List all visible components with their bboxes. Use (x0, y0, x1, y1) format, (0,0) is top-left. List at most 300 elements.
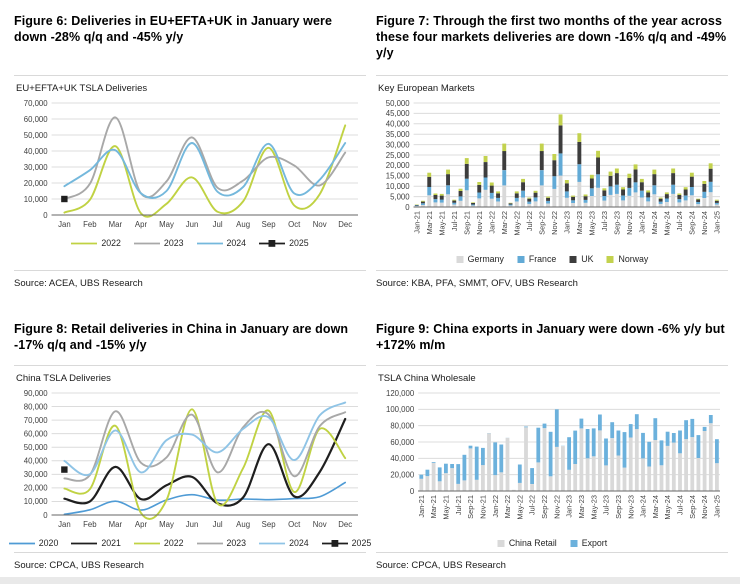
svg-text:May-21: May-21 (437, 211, 447, 236)
svg-text:May-22: May-22 (512, 211, 522, 236)
bar-segment (677, 195, 681, 199)
bar-segment (677, 199, 681, 202)
bar-segment (499, 472, 503, 491)
bar-segment (534, 197, 538, 201)
figure-6-legend (14, 238, 366, 248)
bar-segment (521, 191, 525, 198)
svg-text:Mar-24: Mar-24 (649, 211, 659, 235)
bar-segment (621, 190, 625, 196)
bar-segment (559, 153, 563, 175)
bar-segment (450, 468, 454, 491)
svg-text:Jan-25: Jan-25 (712, 211, 722, 234)
bar-segment (665, 194, 669, 198)
bar-segment (621, 196, 625, 201)
bar-segment (652, 185, 656, 194)
bar-segment (509, 203, 513, 204)
svg-text:Jul-23: Jul-23 (599, 211, 609, 232)
legend-label: France (528, 254, 557, 264)
bar-segment (444, 473, 448, 491)
bar-segment (671, 194, 675, 207)
svg-text:Jul: Jul (212, 220, 223, 229)
svg-text:45,000: 45,000 (385, 109, 410, 119)
legend-line-icon (259, 239, 285, 248)
bar-segment (640, 182, 644, 191)
bar-segment (715, 439, 719, 463)
legend-label: 2024 (226, 238, 247, 248)
svg-text:Sep-22: Sep-22 (537, 211, 547, 235)
bar-segment (490, 199, 494, 207)
bar-segment (438, 467, 442, 481)
figure-6-source: Source: ACEA, UBS Research (14, 278, 143, 289)
bar-segment (684, 187, 688, 189)
svg-text:Sep-21: Sep-21 (462, 211, 472, 235)
bar-segment (571, 196, 575, 197)
bar-segment (534, 191, 538, 193)
bar-segment (543, 424, 547, 429)
bar-segment (515, 191, 519, 193)
bar-segment (671, 169, 675, 174)
legend-label: 2024 (289, 538, 309, 548)
bar-segment (621, 200, 625, 207)
bar-segment (471, 203, 475, 205)
svg-text:Jul: Jul (212, 520, 223, 529)
svg-text:90,000: 90,000 (23, 388, 48, 398)
divider (14, 270, 366, 271)
bar-segment (415, 205, 419, 206)
svg-text:80,000: 80,000 (23, 402, 48, 412)
svg-text:120,000: 120,000 (386, 388, 415, 398)
svg-text:5,000: 5,000 (390, 192, 410, 202)
bar-segment (577, 164, 581, 182)
bar-segment (465, 164, 469, 179)
legend-swatch-icon (569, 255, 577, 264)
bar-segment (684, 196, 688, 201)
divider (376, 270, 728, 271)
figure-8-legend (14, 538, 372, 548)
bar-segment (604, 465, 608, 491)
bar-segment (567, 437, 571, 470)
svg-text:Mar-23: Mar-23 (577, 495, 586, 519)
bar-segment (659, 199, 663, 202)
svg-text:Nov: Nov (312, 220, 327, 229)
svg-text:35,000: 35,000 (385, 130, 410, 139)
svg-text:May-23: May-23 (587, 211, 597, 236)
bar-segment (440, 203, 444, 207)
bar-segment (565, 183, 569, 191)
figure-6-chart-title: EU+EFTA+UK TSLA Deliveries (16, 83, 148, 94)
svg-text:Jan: Jan (58, 520, 71, 529)
svg-text:50,000: 50,000 (23, 443, 48, 453)
bar-segment (475, 447, 479, 480)
legend-label: 2022 (101, 238, 121, 248)
svg-text:80,000: 80,000 (390, 421, 415, 431)
figure-7-source: Source: KBA, PFA, SMMT, OFV, UBS Research (376, 278, 578, 289)
bar-segment (598, 415, 602, 431)
bar-segment (549, 476, 553, 491)
legend-item-norway (606, 254, 648, 264)
bar-segment (586, 429, 590, 458)
bar-segment (660, 465, 664, 491)
bar-segment (561, 446, 565, 491)
legend-label: China Retail (508, 538, 557, 548)
svg-text:Mar-21: Mar-21 (424, 211, 434, 235)
figure-7-legend (376, 254, 728, 264)
bar-segment (534, 193, 538, 198)
bar-segment (635, 429, 639, 491)
svg-text:Mar-22: Mar-22 (499, 211, 509, 235)
bar-segment (584, 203, 588, 207)
bar-segment (555, 447, 559, 491)
bar-segment (496, 191, 500, 193)
bar-segment (546, 198, 550, 201)
bar-segment (659, 198, 663, 199)
legend-item-2025 (259, 238, 309, 248)
bar-segment (440, 194, 444, 196)
bar-segment (646, 192, 650, 197)
figure-9-panel (376, 321, 728, 571)
bar-segment (709, 182, 713, 192)
svg-text:20,000: 20,000 (23, 178, 48, 188)
bar-segment (546, 201, 550, 204)
bar-segment (634, 192, 638, 207)
bar-segment (665, 192, 669, 194)
legend-label: 2020 (38, 538, 59, 548)
bar-segment (703, 427, 707, 431)
figure-8-title: Figure 8: Retail deliveries in China in January are down -17% q/q and -15% y/y (14, 322, 349, 352)
bar-segment (577, 142, 581, 164)
bar-segment (434, 199, 438, 202)
bar-segment (534, 201, 538, 207)
figure-7-title: Figure 7: Through the first two months of the year across these four markets deliveries are down -16% q/q and -49% y/y (376, 14, 727, 60)
svg-text:50,000: 50,000 (23, 130, 48, 140)
bar-segment (427, 173, 431, 177)
bar-segment (496, 202, 500, 207)
figure-6-cell (14, 13, 366, 289)
window-bottom-band (0, 577, 740, 584)
svg-text:0: 0 (409, 486, 415, 496)
bar-segment (502, 170, 506, 185)
bar-segment (484, 178, 488, 190)
svg-text:May-21: May-21 (441, 495, 451, 520)
bar-segment (609, 172, 613, 176)
bar-segment (555, 409, 559, 447)
bar-segment (471, 202, 475, 203)
bar-segment (565, 198, 569, 207)
bar-segment (690, 437, 694, 491)
bar-segment (665, 199, 669, 203)
svg-text:Jul-24: Jul-24 (675, 495, 685, 516)
svg-text:Nov-21: Nov-21 (478, 495, 488, 519)
svg-text:20,000: 20,000 (23, 483, 48, 493)
bar-segment (702, 192, 706, 198)
svg-text:Aug: Aug (236, 220, 251, 229)
bar-segment (440, 200, 444, 203)
bar-segment (696, 199, 700, 200)
series-line-2023 (64, 411, 345, 481)
bar-segment (677, 194, 681, 196)
bar-segment (590, 196, 594, 207)
bar-segment (709, 415, 713, 423)
bar-segment (623, 432, 627, 468)
bar-segment (684, 190, 688, 196)
legend-item-2023 (197, 538, 247, 548)
figure-9-cell (376, 321, 728, 571)
figure-9-legend (376, 538, 728, 548)
bar-segment (571, 200, 575, 203)
bar-segment (659, 202, 663, 204)
bar-segment (530, 484, 534, 491)
legend-label: 2021 (101, 538, 121, 548)
bar-segment (623, 468, 627, 491)
bar-segment (459, 196, 463, 200)
legend-label: 2022 (163, 538, 184, 548)
bar-segment (446, 174, 450, 185)
bar-segment (567, 470, 571, 491)
bar-segment (635, 414, 639, 429)
legend-item-china-retail (497, 538, 557, 548)
svg-text:Jul-23: Jul-23 (601, 495, 611, 516)
svg-text:Nov-24: Nov-24 (700, 495, 710, 519)
legend-label: 2023 (226, 538, 247, 548)
bar-segment (678, 453, 682, 491)
bar-segment (678, 431, 682, 454)
series-line-2022 (64, 125, 345, 216)
bar-segment (672, 433, 676, 443)
legend-item-2023 (134, 238, 184, 248)
bar-segment (463, 481, 467, 492)
bar-segment (527, 199, 531, 202)
china-deliveries-line-chart (14, 387, 366, 537)
bar-segment (671, 173, 675, 185)
bar-segment (634, 182, 638, 192)
figure-8-source: Source: CPCA, UBS Research (14, 560, 144, 571)
bar-segment (652, 170, 656, 175)
bar-segment (629, 438, 633, 492)
bar-segment (672, 443, 676, 491)
legend-swatch-icon (456, 255, 464, 264)
legend-label: Export (581, 538, 608, 548)
bar-segment (604, 439, 608, 466)
bar-segment (452, 203, 456, 205)
svg-text:May-24: May-24 (663, 495, 673, 520)
svg-text:10,000: 10,000 (385, 182, 410, 191)
bar-segment (640, 197, 644, 207)
bar-segment (452, 201, 456, 203)
bar-segment (640, 191, 644, 198)
bar-segment (666, 432, 670, 446)
legend-item-uk (569, 254, 593, 264)
svg-text:50,000: 50,000 (385, 98, 410, 108)
bar-segment (493, 475, 497, 491)
bar-segment (690, 177, 694, 187)
svg-text:Aug: Aug (236, 520, 251, 529)
bar-segment (592, 428, 596, 456)
figure-6-panel (14, 13, 366, 289)
bar-segment (646, 201, 650, 207)
svg-text:Nov-24: Nov-24 (700, 211, 709, 235)
svg-text:Sep: Sep (261, 220, 276, 229)
svg-text:Mar: Mar (108, 520, 123, 529)
bar-segment (475, 480, 479, 491)
bar-segment (715, 201, 719, 203)
legend-swatch-icon (517, 255, 525, 264)
svg-text:Jan-22: Jan-22 (490, 495, 500, 518)
svg-text:Sep-21: Sep-21 (466, 495, 476, 519)
figure-7-panel (376, 13, 728, 289)
svg-text:May-24: May-24 (662, 211, 672, 236)
bar-segment (444, 464, 448, 473)
legend-item-2020 (9, 538, 59, 548)
bar-segment (477, 185, 481, 193)
bar-segment (502, 144, 506, 152)
bar-segment (465, 158, 469, 164)
bar-segment (596, 151, 600, 158)
legend-item-2025 (322, 538, 372, 548)
bar-segment (684, 200, 688, 207)
svg-text:Jan-21: Jan-21 (416, 495, 426, 518)
bar-segment (434, 195, 438, 199)
bar-segment (518, 483, 522, 491)
svg-text:Sep-23: Sep-23 (612, 211, 622, 235)
bar-segment (434, 194, 438, 196)
bar-segment (565, 180, 569, 183)
legend-swatch-icon (497, 539, 505, 548)
bar-segment (596, 158, 600, 175)
svg-text:Sep-22: Sep-22 (540, 495, 550, 519)
bar-segment (690, 187, 694, 195)
svg-text:0: 0 (43, 510, 48, 520)
bar-segment (456, 464, 460, 484)
bar-segment (419, 475, 423, 479)
bar-segment (552, 154, 556, 160)
svg-text:Jan-21: Jan-21 (412, 211, 422, 234)
bar-segment (684, 420, 688, 439)
bar-segment (709, 169, 713, 182)
china-wholesale-bar-chart (376, 387, 728, 537)
bar-segment (452, 200, 456, 201)
bar-segment (697, 435, 701, 458)
svg-text:100,000: 100,000 (386, 405, 415, 415)
bar-segment (540, 151, 544, 170)
divider (376, 365, 728, 366)
bar-segment (629, 424, 633, 437)
figure-8-cell (14, 321, 372, 571)
figure-8-panel (14, 321, 372, 571)
bar-segment (573, 431, 577, 464)
svg-text:Jan-23: Jan-23 (564, 495, 574, 518)
bar-segment (540, 185, 544, 207)
legend-label: UK (581, 254, 594, 264)
bar-segment (484, 190, 488, 207)
bar-segment (493, 442, 497, 475)
svg-text:0: 0 (43, 210, 48, 220)
bar-segment (571, 197, 575, 201)
bar-segment (469, 448, 473, 491)
bar-segment (438, 481, 442, 491)
bar-segment (536, 428, 540, 463)
bar-segment (446, 194, 450, 207)
svg-text:May-22: May-22 (515, 495, 525, 520)
bar-segment (546, 204, 550, 208)
bar-segment (590, 175, 594, 179)
bar-segment (709, 423, 713, 491)
bar-segment (709, 192, 713, 207)
svg-text:40,000: 40,000 (23, 456, 48, 466)
bar-segment (660, 440, 664, 465)
bar-segment (465, 179, 469, 191)
bar-segment (419, 479, 423, 491)
bar-segment (640, 179, 644, 182)
svg-text:Jan: Jan (58, 220, 71, 229)
bar-segment (471, 205, 475, 206)
bar-segment (646, 197, 650, 201)
bar-segment (481, 448, 485, 465)
bar-segment (666, 446, 670, 491)
bar-segment (609, 176, 613, 187)
svg-text:20,000: 20,000 (385, 161, 410, 171)
bar-segment (602, 188, 606, 190)
bar-segment (596, 188, 600, 207)
bar-segment (459, 201, 463, 207)
bar-segment (421, 203, 425, 205)
bar-segment (697, 458, 701, 491)
svg-text:Jan-24: Jan-24 (638, 495, 648, 518)
svg-text:Jan-24: Jan-24 (637, 211, 647, 234)
bar-segment (627, 178, 631, 188)
bar-segment (477, 192, 481, 198)
bar-segment (432, 462, 436, 463)
series-line-2021 (64, 419, 345, 506)
bar-segment (540, 144, 544, 152)
bar-segment (641, 433, 645, 459)
svg-text:Nov-21: Nov-21 (474, 211, 484, 235)
svg-text:70,000: 70,000 (23, 98, 48, 108)
legend-item-2021 (71, 538, 121, 548)
legend-item-2022 (134, 538, 184, 548)
svg-text:Jan-25: Jan-25 (712, 495, 722, 518)
svg-text:15,000: 15,000 (385, 171, 410, 181)
legend-label: 2025 (351, 538, 372, 548)
legend-item-2024 (259, 538, 309, 548)
bar-segment (559, 126, 563, 154)
bar-segment (559, 176, 563, 207)
legend-item-export (570, 538, 607, 548)
bar-segment (521, 179, 525, 182)
bar-segment (524, 427, 528, 491)
bar-segment (446, 185, 450, 194)
svg-text:Jul-22: Jul-22 (527, 495, 537, 516)
bar-segment (715, 463, 719, 491)
bar-segment (502, 151, 506, 170)
bar-segment (602, 190, 606, 196)
bar-segment (617, 456, 621, 492)
svg-text:10,000: 10,000 (23, 497, 48, 507)
eu-deliveries-line-chart (14, 97, 366, 237)
bar-segment (426, 470, 430, 476)
figure-7-chart-title: Key European Markets (378, 83, 475, 94)
bar-segment (496, 193, 500, 198)
svg-text:Mar-21: Mar-21 (429, 495, 439, 519)
bar-segment (427, 187, 431, 195)
svg-text:Mar: Mar (108, 220, 123, 229)
svg-text:Feb: Feb (83, 220, 97, 229)
bar-segment (496, 198, 500, 202)
bar-segment (499, 445, 503, 473)
legend-swatch-icon (570, 539, 578, 548)
bar-segment (421, 201, 425, 202)
legend-line-icon (9, 539, 35, 548)
bar-segment (446, 170, 450, 175)
